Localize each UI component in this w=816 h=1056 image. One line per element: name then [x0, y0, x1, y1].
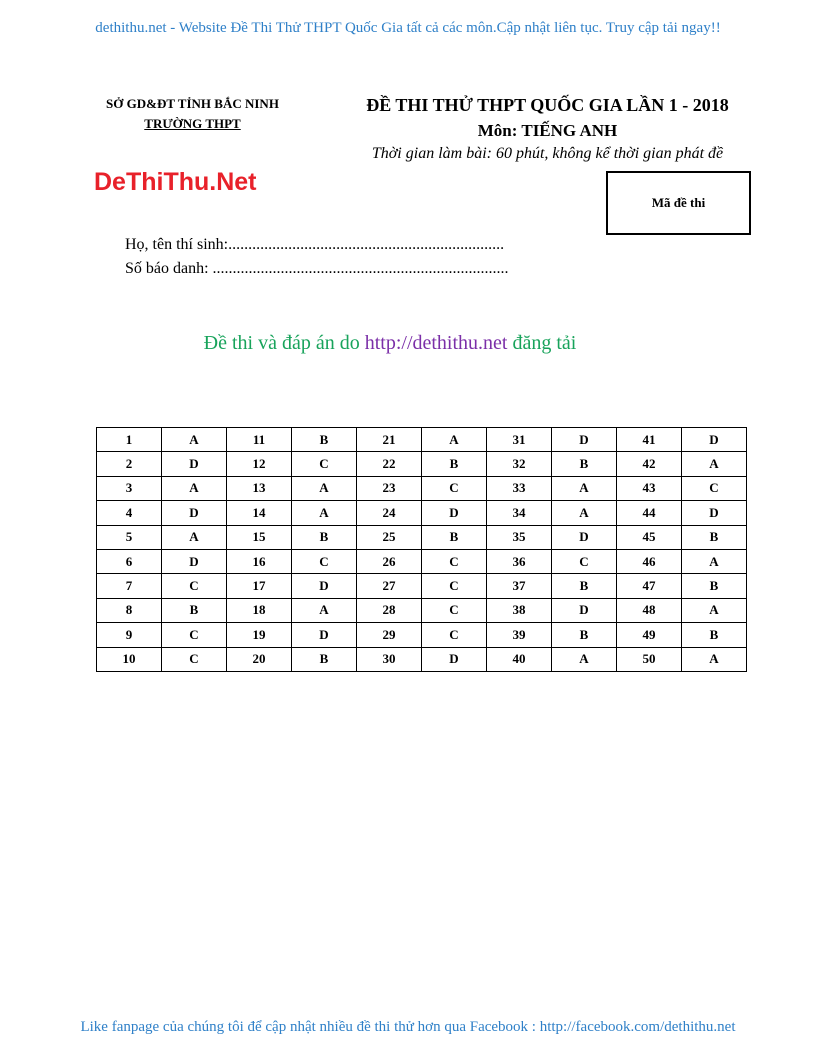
answer-cell: B [682, 525, 747, 549]
answer-cell: A [292, 501, 357, 525]
question-number-cell: 7 [97, 574, 162, 598]
question-number-cell: 13 [227, 476, 292, 500]
answer-cell: B [422, 525, 487, 549]
question-number-cell: 12 [227, 452, 292, 476]
answer-cell: A [162, 476, 227, 500]
question-number-cell: 34 [487, 501, 552, 525]
source-note-suffix: đăng tải [507, 332, 577, 354]
question-number-cell: 16 [227, 549, 292, 573]
question-number-cell: 40 [487, 647, 552, 671]
answer-cell: D [162, 549, 227, 573]
question-number-cell: 49 [617, 623, 682, 647]
answer-cell: B [292, 647, 357, 671]
question-number-cell: 41 [617, 428, 682, 452]
answer-row [97, 647, 747, 671]
question-number-cell: 31 [487, 428, 552, 452]
question-number-cell: 28 [357, 598, 422, 622]
answer-row [97, 476, 747, 500]
answer-cell: D [422, 647, 487, 671]
answer-cell: B [682, 623, 747, 647]
school-name [90, 116, 295, 132]
exam-code-label: Mã đề thi [651, 195, 706, 210]
answer-cell: C [162, 623, 227, 647]
exam-duration: Thời gian làm bài: 60 phút, không kể thời gian phát đề [371, 145, 724, 162]
site-logo: DeThiThu.Net [94, 168, 257, 196]
question-number-cell: 4 [97, 501, 162, 525]
question-number-cell: 33 [487, 476, 552, 500]
question-number-cell: 29 [357, 623, 422, 647]
answer-cell: D [422, 501, 487, 525]
answer-cell: C [292, 549, 357, 573]
question-number-cell: 26 [357, 549, 422, 573]
answer-cell: D [292, 623, 357, 647]
answer-cell: D [162, 501, 227, 525]
question-number-cell: 42 [617, 452, 682, 476]
answer-cell: B [552, 452, 617, 476]
answer-cell: B [552, 574, 617, 598]
answer-cell: D [552, 598, 617, 622]
question-number-cell: 9 [97, 623, 162, 647]
school-name-text: TRƯỜNG THPT [144, 116, 241, 131]
answer-cell: C [422, 623, 487, 647]
question-number-cell: 43 [617, 476, 682, 500]
answer-cell: C [422, 476, 487, 500]
answer-cell: A [552, 501, 617, 525]
answer-cell: C [682, 476, 747, 500]
question-number-cell: 18 [227, 598, 292, 622]
answer-cell: B [292, 428, 357, 452]
answer-cell: A [162, 428, 227, 452]
answer-row [97, 549, 747, 573]
question-number-cell: 21 [357, 428, 422, 452]
answer-cell: C [162, 647, 227, 671]
question-number-cell: 38 [487, 598, 552, 622]
answer-cell: A [292, 476, 357, 500]
question-number-cell: 39 [487, 623, 552, 647]
question-number-cell: 1 [97, 428, 162, 452]
answer-row [97, 623, 747, 647]
question-number-cell: 48 [617, 598, 682, 622]
answer-cell: C [292, 452, 357, 476]
answer-cell: B [292, 525, 357, 549]
answer-cell: A [292, 598, 357, 622]
answer-cell: A [552, 647, 617, 671]
answer-row [97, 501, 747, 525]
question-number-cell: 50 [617, 647, 682, 671]
answer-cell: B [682, 574, 747, 598]
exam-title: ĐỀ THI THỬ THPT QUỐC GIA LẦN 1 - 2018 [366, 95, 729, 115]
question-number-cell: 5 [97, 525, 162, 549]
question-number-cell: 20 [227, 647, 292, 671]
question-number-cell: 27 [357, 574, 422, 598]
question-number-cell: 11 [227, 428, 292, 452]
answer-cell: A [422, 428, 487, 452]
question-number-cell: 8 [97, 598, 162, 622]
answer-cell: B [422, 452, 487, 476]
answer-cell: D [682, 428, 747, 452]
question-number-cell: 46 [617, 549, 682, 573]
question-number-cell: 32 [487, 452, 552, 476]
question-number-cell: 37 [487, 574, 552, 598]
answer-row [97, 428, 747, 452]
question-number-cell: 14 [227, 501, 292, 525]
question-number-cell: 23 [357, 476, 422, 500]
question-number-cell: 30 [357, 647, 422, 671]
footer-banner[interactable]: Like fanpage của chúng tôi để cập nhật nhiều đề thi thử hơn qua Facebook : http://facebook.com/dethithu.net [80, 1019, 736, 1035]
answer-cell: A [552, 476, 617, 500]
answer-cell: A [682, 598, 747, 622]
question-number-cell: 47 [617, 574, 682, 598]
question-number-cell: 22 [357, 452, 422, 476]
answer-row [97, 574, 747, 598]
answer-cell: A [682, 647, 747, 671]
header-banner[interactable]: dethithu.net - Website Đề Thi Thử THPT Quốc Gia tất cả các môn.Cập nhật liên tục. Truy cập tải ngay!! [95, 20, 721, 36]
answer-cell: B [552, 623, 617, 647]
question-number-cell: 24 [357, 501, 422, 525]
question-number-cell: 10 [97, 647, 162, 671]
question-number-cell: 17 [227, 574, 292, 598]
exam-subject: Môn: TIẾNG ANH [477, 121, 618, 140]
answer-cell: A [682, 549, 747, 573]
answer-cell: B [162, 598, 227, 622]
answer-cell: C [422, 549, 487, 573]
answer-cell: D [682, 501, 747, 525]
answer-cell: D [162, 452, 227, 476]
question-number-cell: 44 [617, 501, 682, 525]
answer-cell: A [682, 452, 747, 476]
question-number-cell: 2 [97, 452, 162, 476]
question-number-cell: 36 [487, 549, 552, 573]
answer-cell: D [552, 428, 617, 452]
source-note [0, 332, 780, 355]
candidate-number-line: Số báo danh: .......................................................................... [125, 260, 509, 277]
question-number-cell: 25 [357, 525, 422, 549]
answer-cell: C [552, 549, 617, 573]
question-number-cell: 19 [227, 623, 292, 647]
answer-cell: C [422, 598, 487, 622]
question-number-cell: 35 [487, 525, 552, 549]
source-link[interactable]: http://dethithu.net [364, 332, 508, 354]
question-number-cell: 45 [617, 525, 682, 549]
answer-cell: C [422, 574, 487, 598]
question-number-cell: 6 [97, 549, 162, 573]
department-name: SỞ GD&ĐT TỈNH BẮC NINH [106, 96, 279, 111]
answer-cell: D [552, 525, 617, 549]
source-note-prefix: Đề thi và đáp án do [203, 332, 365, 354]
answer-cell: A [162, 525, 227, 549]
answer-row [97, 452, 747, 476]
answer-cell: C [162, 574, 227, 598]
question-number-cell: 3 [97, 476, 162, 500]
candidate-name-line: Họ, tên thí sinh:..................................................................... [125, 236, 505, 253]
answer-key-table [96, 427, 747, 672]
answer-cell: D [292, 574, 357, 598]
exam-code-box [606, 171, 751, 235]
question-number-cell: 15 [227, 525, 292, 549]
answer-row [97, 598, 747, 622]
answer-row [97, 525, 747, 549]
